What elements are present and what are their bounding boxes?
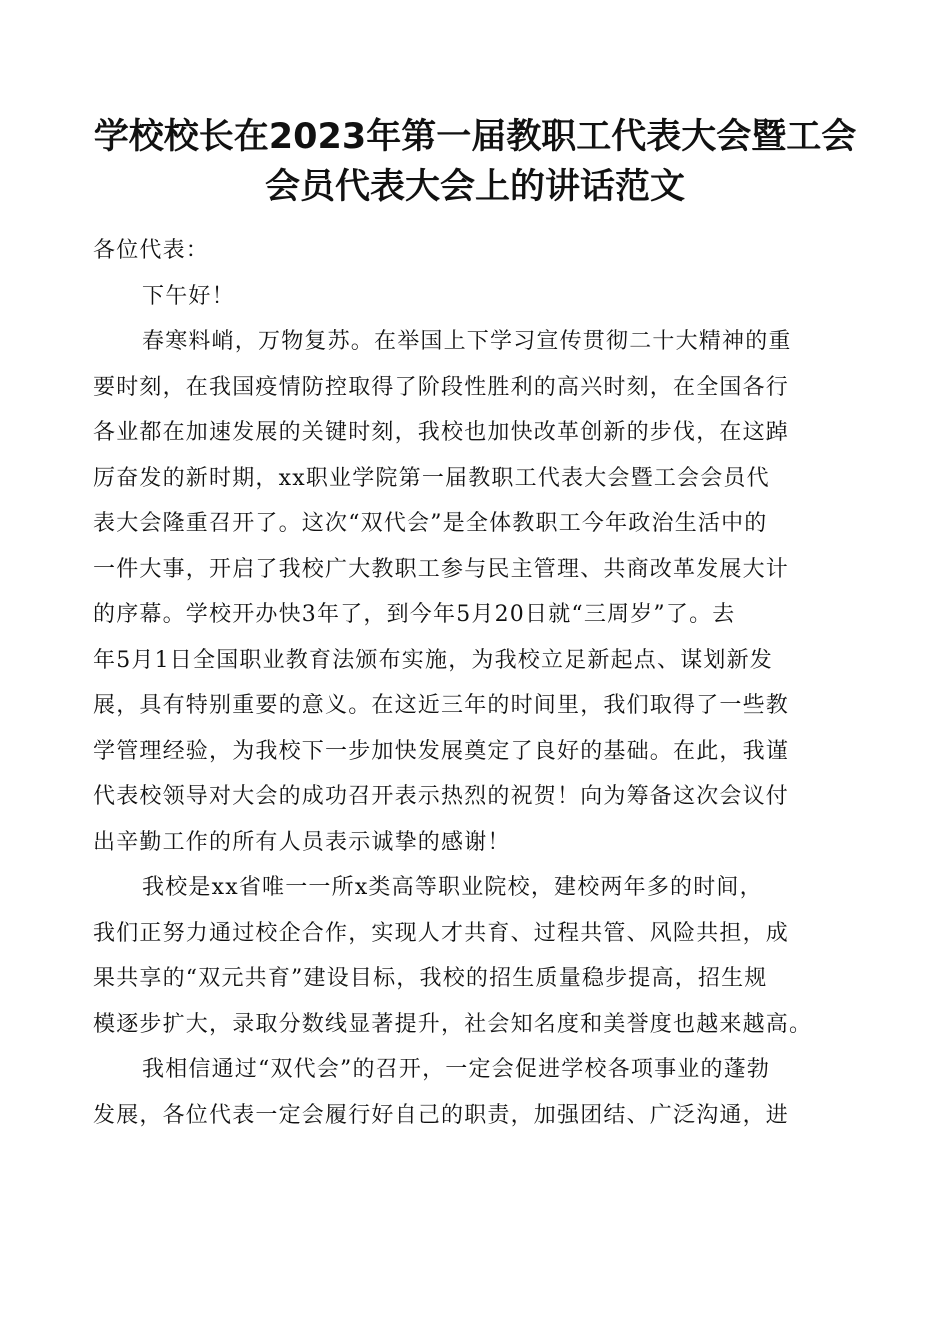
salutation: 各位代表： — [93, 238, 210, 263]
document-body — [93, 228, 868, 1138]
paragraph-3-line: 发展，各位代表一定会履行好自己的职责，加强团结、广泛沟通，进 — [93, 1102, 790, 1128]
paragraph-1-line: 出辛勤工作的所有人员表示诚挚的感谢！ — [93, 829, 511, 855]
paragraph-1-line: 年5月1日全国职业教育法颁布实施，为我校立足新起点、谋划新发 — [93, 647, 773, 673]
greeting: 下午好！ — [142, 283, 235, 309]
paragraph-1-line: 展，具有特别重要的意义。在这近三年的时间里，我们取得了一些教 — [93, 693, 790, 718]
paragraph-1-line: 的序幕。学校开办快3年了，到今年5月20日就“三周岁”了。去 — [93, 602, 736, 627]
paragraph-1-line: 厉奋发的新时期，xx职业学院第一届教职工代表大会暨工会会员代 — [93, 465, 770, 491]
paragraph-1-line: 春寒料峭，万物复苏。在举国上下学习宣传贯彻二十大精神的重 — [142, 329, 792, 354]
title-line-2: 会员代表大会上的讲话范文 — [264, 167, 685, 207]
paragraph-1-line: 代表校领导对大会的成功召开表示热烈的祝贺！向为筹备这次会议付 — [93, 784, 790, 809]
paragraph-2-line: 我们正努力通过校企合作，实现人才共育、过程共管、风险共担，成 — [93, 920, 790, 946]
paragraph-1-line: 要时刻，在我国疫情防控取得了阶段性胜利的高兴时刻，在全国各行 — [93, 374, 790, 400]
paragraph-2-line: 模逐步扩大，录取分数线显著提升，社会知名度和美誉度也越来越高。 — [93, 1011, 813, 1037]
paragraph-2-line: 我校是xx省唯一一所x类高等职业院校，建校两年多的时间， — [142, 875, 763, 900]
title-line-1: 学校校长在2023年第一届教职工代表大会暨工会 — [93, 117, 857, 157]
paragraph-1-line: 一件大事，开启了我校广大教职工参与民主管理、共商改革发展大计 — [93, 556, 790, 582]
paragraph-1-line: 表大会隆重召开了。这次“双代会”是全体教职工今年政治生活中的 — [93, 511, 768, 536]
paragraph-1-line: 学管理经验，为我校下一步加快发展奠定了良好的基础。在此，我谨 — [93, 738, 790, 764]
paragraph-2-line: 果共享的“双元共育”建设目标，我校的招生质量稳步提高，招生规 — [93, 966, 768, 991]
document-title — [70, 112, 880, 212]
paragraph-3-line: 我相信通过“双代会”的召开，一定会促进学校各项事业的蓬勃 — [142, 1057, 771, 1082]
paragraph-1-line: 各业都在加速发展的关键时刻，我校也加快改革创新的步伐，在这踔 — [93, 420, 790, 445]
